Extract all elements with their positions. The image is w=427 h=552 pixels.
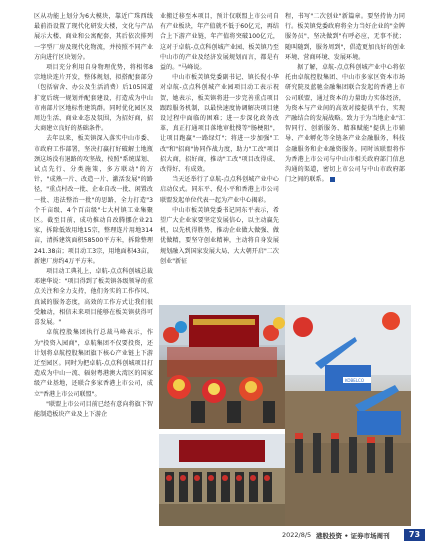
paragraph: 去年以来，板芙镇深入落实中山市委、市政府工作部署，坚决打赢打好破解土地瓶颈这场没有退路的攻坚战，按照"系统谋划、试点先行、分类施策，多方联动"的方针，"成熟一片、改造一片、激活发展"的路径，"重点村改一批、企业自改一批、闲置改一批、违法整治一批"的思路，全力打造"3个千亩级、4个百亩级"七大村镇工业集聚区。截至目前，成功推动自改腾挪企业21家，拆除低效用地15宗，整理连片用地314亩，清拆建筑面积58500平方米，拆除整理241.38亩；项目动工3宗，用地面积43亩，新建厂房约4万平方米。 — [34, 135, 153, 265]
article-column-3 — [285, 12, 405, 185]
paragraph: 业搬迁移至本项目，预计仅联盟上市公司自有产业板块，年产值就不低于60亿元，再结合上下游产业链，年产值将突破100亿元，这对于卓航-点点科创城产业园、板芙镇乃至中山市的产业及经济发展规划而言，都是有益的。"马峰说。 — [160, 13, 279, 72]
ceremony-illustration — [159, 305, 286, 429]
paragraph: 卓航控股集团执行总裁马峰表示，作为"投资入园商"，卓航集团不仅要投资，还计划将卓航控股集团旗下核心产业链上下游迁至园区。同时为把卓航-点点科创城项目打造成为中山一流、辐射粤港澳大湾区的国家级产业基地，还联合多家香港上市公司，成立"香港上市公司联盟"。 — [34, 329, 153, 398]
excavator-illustration — [285, 305, 411, 526]
paragraph: 当天还举行了卓航-点点科创城产业中心启动仪式。同东平、倪小平和香港上市公司联盟发起单位代表一起为产业中心揭彩。 — [160, 176, 279, 204]
paragraph: 中山市板芙镇党委书记同东平表示，希望广大企业家要坚定发展信心，以主动赢先机，以先机得胜势，推动企业做大做强、做优做精，要坚守创业精神，主动将自身发展规划融入到国家发展大局、大大朝开启"二次创业"新征 — [160, 206, 279, 265]
footer-date: 2022/8/5 — [282, 531, 312, 539]
groundbreaking-illustration — [159, 434, 286, 526]
paragraph: 项目充分利用自身物理优势，将相邻8宗地块连片开发，整体规划，拟搭配套部分（包括宿舍、办公及生活消费）后105国道扩宽后统一规划并配套建设，打造成为中山市南部片区地标性建筑群。同时优化园区及周边生活、商业业态及氛围，为招好商，招大商建立良好的基础条件。 — [34, 64, 153, 133]
banner-text: KOBELCO — [345, 378, 364, 383]
paragraph — [285, 63, 405, 185]
article-column-2 — [160, 12, 279, 267]
groundbreaking-photo — [159, 434, 286, 526]
end-mark-icon — [330, 177, 335, 182]
paragraph: 项目动工典礼上，卓航-点点科创城总裁邓建华说："项目得到了板芙镇各级领导的重点关注和全力支持，他们务实的工作作风、真诚的服务态度，高效的工作方式让我们很受触动，相信未来项目能够在板芙镇获得可喜发展。" — [34, 268, 153, 327]
paragraph: 中山市板芙镇党委副书记、镇长倪小华对卓航-点点科创城产业园项目动工表示祝贺，她表示，板芙镇将进一步完善重点项目跟踪服务机制，以最快速度协调解决项目建设过程中面临的困难；进一步深化政务改革，真正打通项目落地审批搜等"肠梗阻"，让项目跑赢"一路绿灯"；将进一步加强"工改"和"招商"协同作战力度，助力"工改"项目招大商，招好商，推动"工改"项目改得成、改得好、有成效。 — [160, 74, 279, 174]
paragraph: 区从功能上划分为6大模块，靠近广珠西线最前沿设置了现代化研发大楼，文化与产品展示大楼、商业和公寓配套，其后依次排列一字型厂房及现代化物流，并按照不同产业方向进行区块划分。 — [34, 13, 153, 61]
excavator-photo — [285, 305, 411, 526]
paragraph: "联盟上市公司目前已经有意向将旗下智能制造板块产业及上下游企 — [34, 400, 153, 418]
paragraph-text: 据了解，卓航-点点科创城产业中心将依托由卓航控股集团、中山市多家区资本市场研究院及蓝驰金融集团联合发起的香港上市公司联盟，通过资本的力量助力实体经济，为资本与产业间的高效对接提供平台，实现产融结合的发展战略。致力于为当地企业"汇智同行、创新服务、精准赋能"提供上市辅导、产业孵化等全链条产业金融服务，科技金融服务和企业融资服务。同时该联盟将作为香港上市公司与中山市相关政府部门信息沟通的渠道，密切上市公司与中山市政府部门之间的联系。 — [285, 64, 405, 184]
page-number: 73 — [404, 529, 425, 541]
page-footer — [0, 529, 427, 543]
article-column-1 — [34, 12, 153, 420]
paragraph: 程，书写"二次创业"新篇章。要坚持协力同行。板芙镇党委政府将全力当好企业的"金牌服务员"，坚决做到"有呼必应，无事不扰；随叫随到，服务周到"，倡造更加良好的创业环境、营商环境、发展环境。 — [285, 13, 405, 61]
ceremony-photo — [159, 305, 286, 429]
footer-publication: 港股投资 • 证券市场周刊 — [316, 532, 390, 540]
